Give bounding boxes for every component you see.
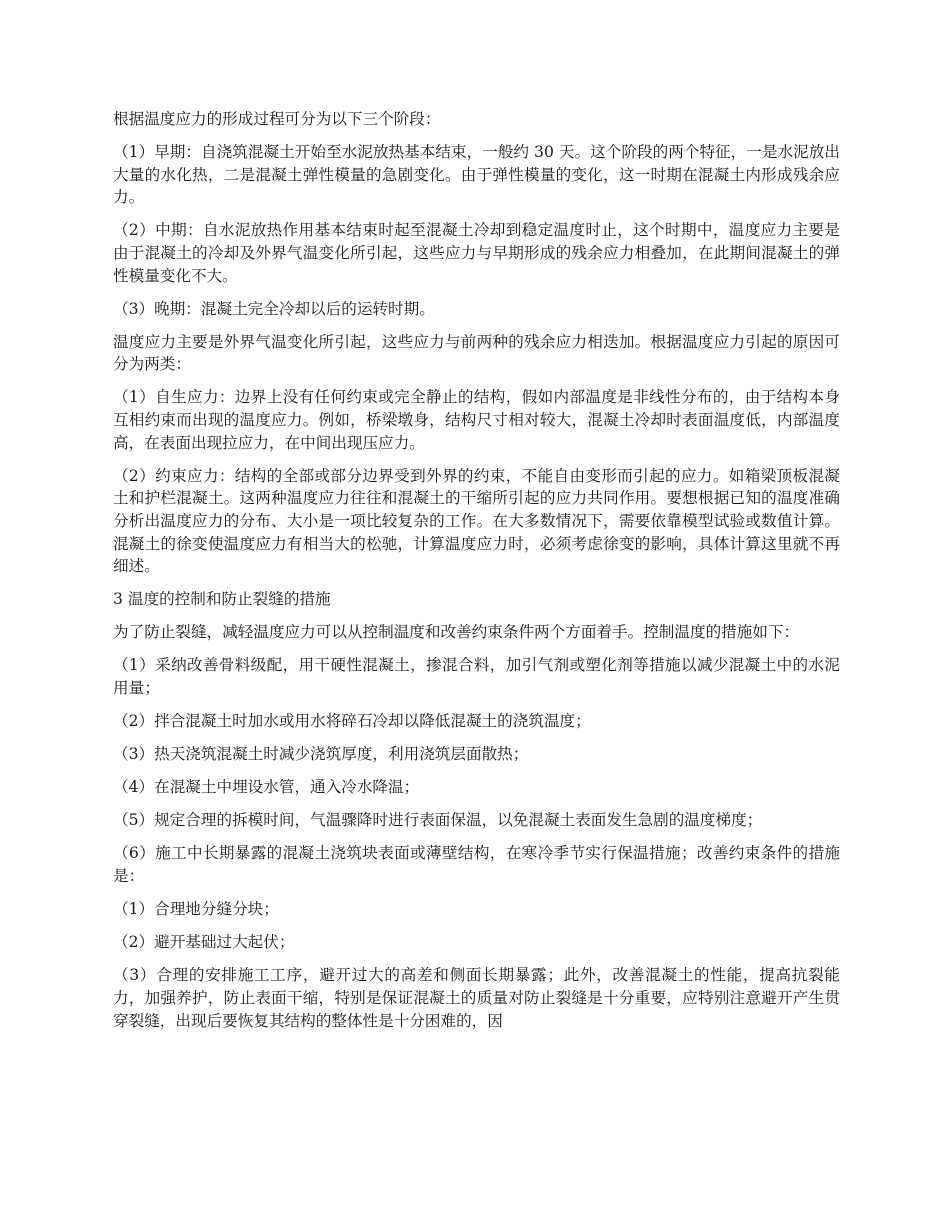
paragraph-intro: 根据温度应力的形成过程可分为以下三个阶段： — [113, 110, 441, 128]
section-heading: 3 温度的控制和防止裂缝的措施 — [113, 590, 331, 609]
paragraph-stress-types: 温度应力主要是外界气温变化所引起，这些应力与前两种的残余应力相迭加。根据温度应力引起的原因可分为两类： — [113, 332, 840, 374]
paragraph-stage-late: （3）晚期：混凝土完全冷却以后的运转时期。 — [113, 299, 435, 318]
paragraph-constraint-stress: （2）约束应力：结构的全部或部分边界受到外界的约束，不能自由变形而引起的应力。如箱梁顶板混凝土和护栏混凝土。这两种温度应力往往和混凝土的干缩所引起的应力共同作用。要想根据已知的温度准确分析出温度应力的分布、大小是一项比较复杂的工作。在大多数情况下，需要依靠模型试验或数值计算。混凝土的徐变使温度应力有相当大的松驰，计算温度应力时，必须考虑徐变的影响，具体计算这里就不再细述。 — [113, 466, 840, 576]
paragraph-constraint-1: （1）合理地分缝分块； — [113, 900, 279, 919]
paragraph-measure-3: （3）热天浇筑混凝土时减少浇筑厚度，利用浇筑层面散热； — [113, 745, 529, 764]
paragraph-measure-5: （5）规定合理的拆模时间，气温骤降时进行表面保温，以免混凝土表面发生急剧的温度梯度； — [113, 811, 763, 830]
paragraph-stage-early: （1）早期：自浇筑混凝土开始至水泥放热基本结束，一般约 30 天。这个阶段的两个特征，一是水泥放出大量的水化热，二是混凝土弹性模量的急剧变化。由于弹性模量的变化，这一时期在混凝土内形成残余应力。 — [113, 143, 840, 207]
paragraph-measure-6: （6）施工中长期暴露的混凝土浇筑块表面或薄壁结构，在寒冷季节实行保温措施；改善约束条件的措施是： — [113, 844, 840, 886]
document-body — [113, 108, 840, 1043]
paragraph-measure-2: （2）拌合混凝土时加水或用水将碎石冷却以降低混凝土的浇筑温度； — [113, 712, 591, 731]
paragraph-measure-1: （1）采纳改善骨料级配，用干硬性混凝土，掺混合料，加引气剂或塑化剂等措施以减少混凝土中的水泥用量； — [113, 656, 840, 697]
paragraph-measure-4: （4）在混凝土中埋设水管，通入冷水降温； — [113, 778, 420, 797]
paragraph-stage-middle: （2）中期：自水泥放热作用基本结束时起至混凝土冷却到稳定温度时止，这个时期中，温度应力主要是由于混凝土的冷却及外界气温变化所引起，这些应力与早期形成的残余应力相叠加，在此期间混凝土的弹性模量变化不大。 — [113, 221, 840, 285]
paragraph-self-stress: （1）自生应力：边界上没有任何约束或完全静止的结构，假如内部温度是非线性分布的，由于结构本身互相约束而出现的温度应力。例如，桥梁墩身，结构尺寸相对较大，混凝土冷却时表面温度低，内部温度高，在表面出现拉应力，在中间出现压应力。 — [113, 388, 840, 452]
paragraph-constraint-3: （3）合理的安排施工工序，避开过大的高差和侧面长期暴露；此外，改善混凝土的性能，提高抗裂能力，加强养护，防止表面干缩，特别是保证混凝土的质量对防止裂缝是十分重要，应特别注意避开产生贯穿裂缝，出现后要恢复其结构的整体性是十分困难的，因 — [113, 966, 840, 1030]
paragraph-constraint-2: （2）避开基础过大起伏； — [113, 933, 295, 952]
paragraph-control-intro: 为了防止裂缝，减轻温度应力可以从控制温度和改善约束条件两个方面着手。控制温度的措施如下： — [113, 623, 800, 642]
